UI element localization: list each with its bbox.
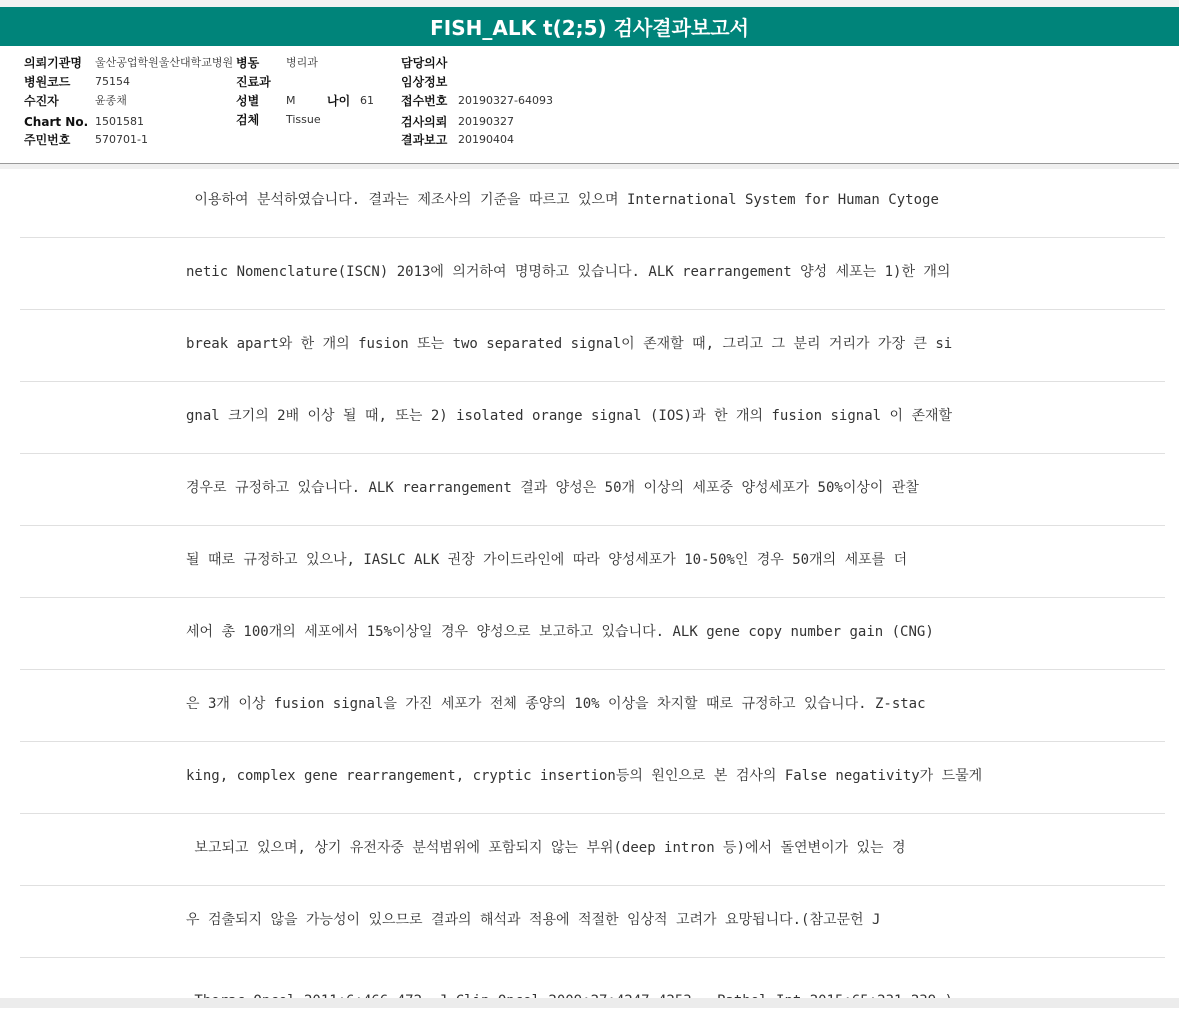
report-title-bar <box>0 7 1179 46</box>
text-row <box>20 742 1165 814</box>
institution-label: 의뢰기관명 <box>24 56 82 70</box>
text-line: 이용하여 분석하였습니다. 결과는 제조사의 기준을 따르고 있으며 International System for Human Cytoge <box>186 192 939 208</box>
text-row <box>20 382 1165 454</box>
hospital-code-label: 병원코드 <box>24 75 71 89</box>
resident-id-value: 570701-1 <box>95 133 148 146</box>
request-date-value: 20190327 <box>458 115 514 128</box>
text-row <box>20 958 1165 1029</box>
text-line: 될 때로 규정하고 있으나, IASLC ALK 권장 가이드라인에 따라 양성세포가 10-50%인 경우 50개의 세포를 더 <box>186 552 908 568</box>
resident-id-label: 주민번호 <box>24 133 71 147</box>
text-row <box>20 814 1165 886</box>
ward-label: 병동 <box>236 56 260 70</box>
report-date-label: 결과보고 <box>401 133 448 147</box>
text-line: king, complex gene rearrangement, cryptic insertion등의 원인으로 본 검사의 False negativity가 드물게 <box>186 768 983 784</box>
text-row <box>20 526 1165 598</box>
patient-value: 윤종채 <box>95 94 127 107</box>
specimen-value: Tissue <box>286 113 321 126</box>
text-row <box>20 598 1165 670</box>
chart-no-value: 1501581 <box>95 115 144 128</box>
patient-label: 수진자 <box>24 94 59 108</box>
report-title: FISH_ALK t(2;5) 검사결과보고서 <box>430 16 749 40</box>
top-strip <box>0 0 1179 7</box>
request-date-label: 검사의뢰 <box>401 115 448 129</box>
hospital-code-value: 75154 <box>95 75 130 88</box>
sex-value: M <box>286 94 296 107</box>
age-label: 나이 <box>327 94 351 108</box>
text-row <box>20 310 1165 382</box>
text-row <box>20 886 1165 958</box>
institution-value: 울산공업학원울산대학교병원 <box>95 56 234 69</box>
text-line: break apart와 한 개의 fusion 또는 two separated signal이 존재할 때, 그리고 그 분리 거리가 가장 큰 si <box>186 336 953 352</box>
report-date-value: 20190404 <box>458 133 514 146</box>
department-label: 진료과 <box>236 75 271 89</box>
clinical-info-label: 임상정보 <box>401 75 448 89</box>
patient-info-panel <box>0 46 1179 164</box>
receipt-no-label: 접수번호 <box>401 94 448 108</box>
text-line: 보고되고 있으며, 상기 유전자중 분석범위에 포함되지 않는 부위(deep intron 등)에서 돌연변이가 있는 경 <box>186 840 906 856</box>
receipt-no-value: 20190327-64093 <box>458 94 553 107</box>
text-line: 은 3개 이상 fusion signal을 가진 세포가 전체 종양의 10% 이상을 차지할 때로 규정하고 있습니다. Z-stac <box>186 696 926 712</box>
chart-no-label: Chart No. <box>24 115 89 129</box>
text-line: 우 검출되지 않을 가능성이 있으므로 결과의 해석과 적용에 적절한 임상적 고려가 요망됩니다.(참고문헌 J <box>186 912 881 928</box>
ward-value: 병리과 <box>286 56 318 69</box>
age-value: 61 <box>360 94 374 107</box>
text-line: gnal 크기의 2배 이상 될 때, 또는 2) isolated orange signal (IOS)과 한 개의 fusion signal 이 존재할 <box>186 408 953 424</box>
text-line: 세어 총 100개의 세포에서 15%이상일 경우 양성으로 보고하고 있습니다. ALK gene copy number gain (CNG) <box>186 624 934 640</box>
text-line: netic Nomenclature(ISCN) 2013에 의거하여 명명하고 있습니다. ALK rearrangement 양성 세포는 1)한 개의 <box>186 264 951 280</box>
text-row <box>20 670 1165 742</box>
sex-label: 성별 <box>236 94 260 108</box>
text-row <box>20 454 1165 526</box>
text-line: 경우로 규정하고 있습니다. ALK rearrangement 결과 양성은 50개 이상의 세포중 양성세포가 50%이상이 관찰 <box>186 480 919 496</box>
text-row <box>20 166 1165 238</box>
specimen-label: 검체 <box>236 113 260 127</box>
bottom-strip <box>0 998 1179 1008</box>
text-row <box>20 238 1165 310</box>
doctor-label: 담당의사 <box>401 56 448 70</box>
